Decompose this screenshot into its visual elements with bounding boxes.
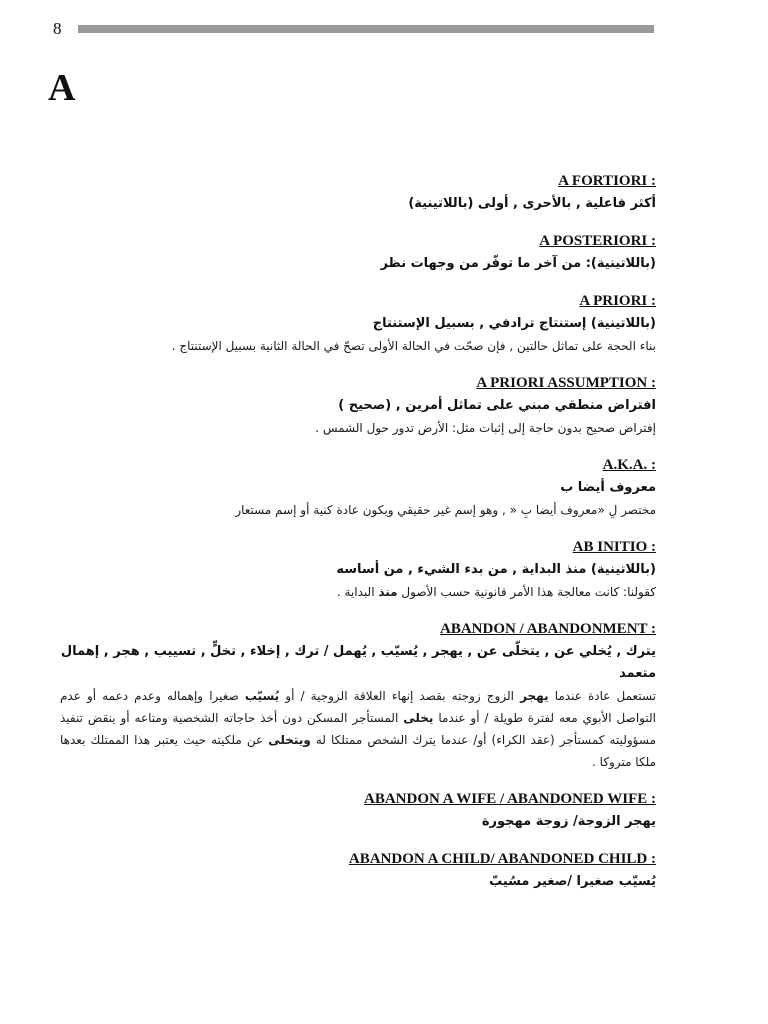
example-text: تستعمل عادة عندما xyxy=(548,689,656,703)
entry-definition: (باللاتينية) منذ البداية , من بدء الشيء , من أساسه xyxy=(336,562,656,577)
example-emphasis: ويتخلى xyxy=(268,733,311,747)
entry-example xyxy=(60,581,656,603)
entry-a-priori-assumption xyxy=(60,373,656,439)
entry-a-posteriori xyxy=(60,231,656,275)
entry-example: بناء الحجة على تماثل حالتين , فإن صحّت في الحالة الأولى تصحّ في الحالة الثانية بسبيل الإستنتاج . xyxy=(171,339,656,353)
section-letter: A xyxy=(48,67,76,109)
example-text: كقولنا: كانت معالجة هذا الأمر قانونية حسب الأصول xyxy=(397,585,656,599)
entry-definition: أكثر فاعلية , بالأحرى , أولى (باللاتينية) xyxy=(408,196,656,211)
entry-abandon xyxy=(60,619,656,773)
entry-example: إفتراض صحيح بدون حاجة إلى إثبات مثل: الأرض تدور حول الشمس . xyxy=(315,421,656,435)
entry-term: A POSTERIORI : xyxy=(539,233,656,249)
entry-definition: (باللاتينية) إستنتاج ترادفي , بسبيل الإستنتاج xyxy=(372,316,656,331)
entry-term: ABANDON A WIFE / ABANDONED WIFE : xyxy=(364,791,656,807)
entry-definition: (باللاتينية): من آخر ما توفّر من وجهات نظر xyxy=(380,256,656,271)
entry-definition: يترك , يُخلي عن , يتخلّى عن , يهجر , يُسيّب , يُهمل / ترك , إخلاء , تخلٍّ , تسييب , هجر , إهمال متعمد xyxy=(60,644,656,681)
header-bar xyxy=(78,25,654,33)
entry-example xyxy=(60,685,656,773)
entry-example: مختصر لِ «معروف أيضا بِ « , وهو إسم غير حقيقي ويكون عادة كنية أو إسم مستعار xyxy=(235,503,656,517)
entry-definition: افتراض منطقي مبني على تماثل أمرين , (صحيح ) xyxy=(338,398,656,413)
example-text: عن ملكيته حيث يعتبر هذا الممتلك بعدها ملكا متروكا . xyxy=(60,733,656,769)
entry-term: A FORTIORI : xyxy=(558,173,656,189)
example-emphasis: يهجر xyxy=(520,689,549,703)
entry-term: A PRIORI ASSUMPTION : xyxy=(476,375,656,391)
example-text: الزوج زوجته بقصد إنهاء العلاقة الزوجية / أو xyxy=(279,689,521,703)
entry-term: ABANDON A CHILD/ ABANDONED CHILD : xyxy=(348,851,656,867)
entry-definition: يُسيّب صغيرا /صغير مسُيبّ xyxy=(489,874,656,889)
example-emphasis: يخلى xyxy=(403,711,434,725)
entry-aka xyxy=(60,455,656,521)
glossary-entries xyxy=(60,171,656,909)
example-text: المستأجر المسكن دون أخذ حاجاته الشخصية ومتاعه أو ينقض تنفيذ مسؤوليته كمستأجر (عقد الكراء) أو/ عندما يترك الشخص ممتلكا له xyxy=(60,711,656,747)
entry-abandon-a-wife xyxy=(60,789,656,833)
example-text: صغيرا وإهماله وعدم دعمه أو عدم التواصل الأبوي معه لفترة طويلة / أو عندما xyxy=(60,689,656,725)
example-text: البداية . xyxy=(336,585,379,599)
entry-definition: يهجر الزوجة/ زوجة مهجورة xyxy=(481,814,656,829)
example-emphasis: يُسيّب xyxy=(244,689,280,703)
example-emphasis: منذ xyxy=(378,585,398,599)
entry-ab-initio xyxy=(60,537,656,603)
entry-a-priori xyxy=(60,291,656,357)
page-number: 8 xyxy=(53,19,62,38)
entry-definition: معروف أيضا ب xyxy=(560,480,656,495)
entry-a-fortiori xyxy=(60,171,656,215)
entry-abandon-a-child xyxy=(60,849,656,893)
entry-term: AB INITIO : xyxy=(572,539,656,555)
entry-term: A PRIORI : xyxy=(579,293,656,309)
entry-term: ABANDON / ABANDONMENT : xyxy=(440,621,656,637)
entry-term: A.K.A. : xyxy=(602,457,656,473)
